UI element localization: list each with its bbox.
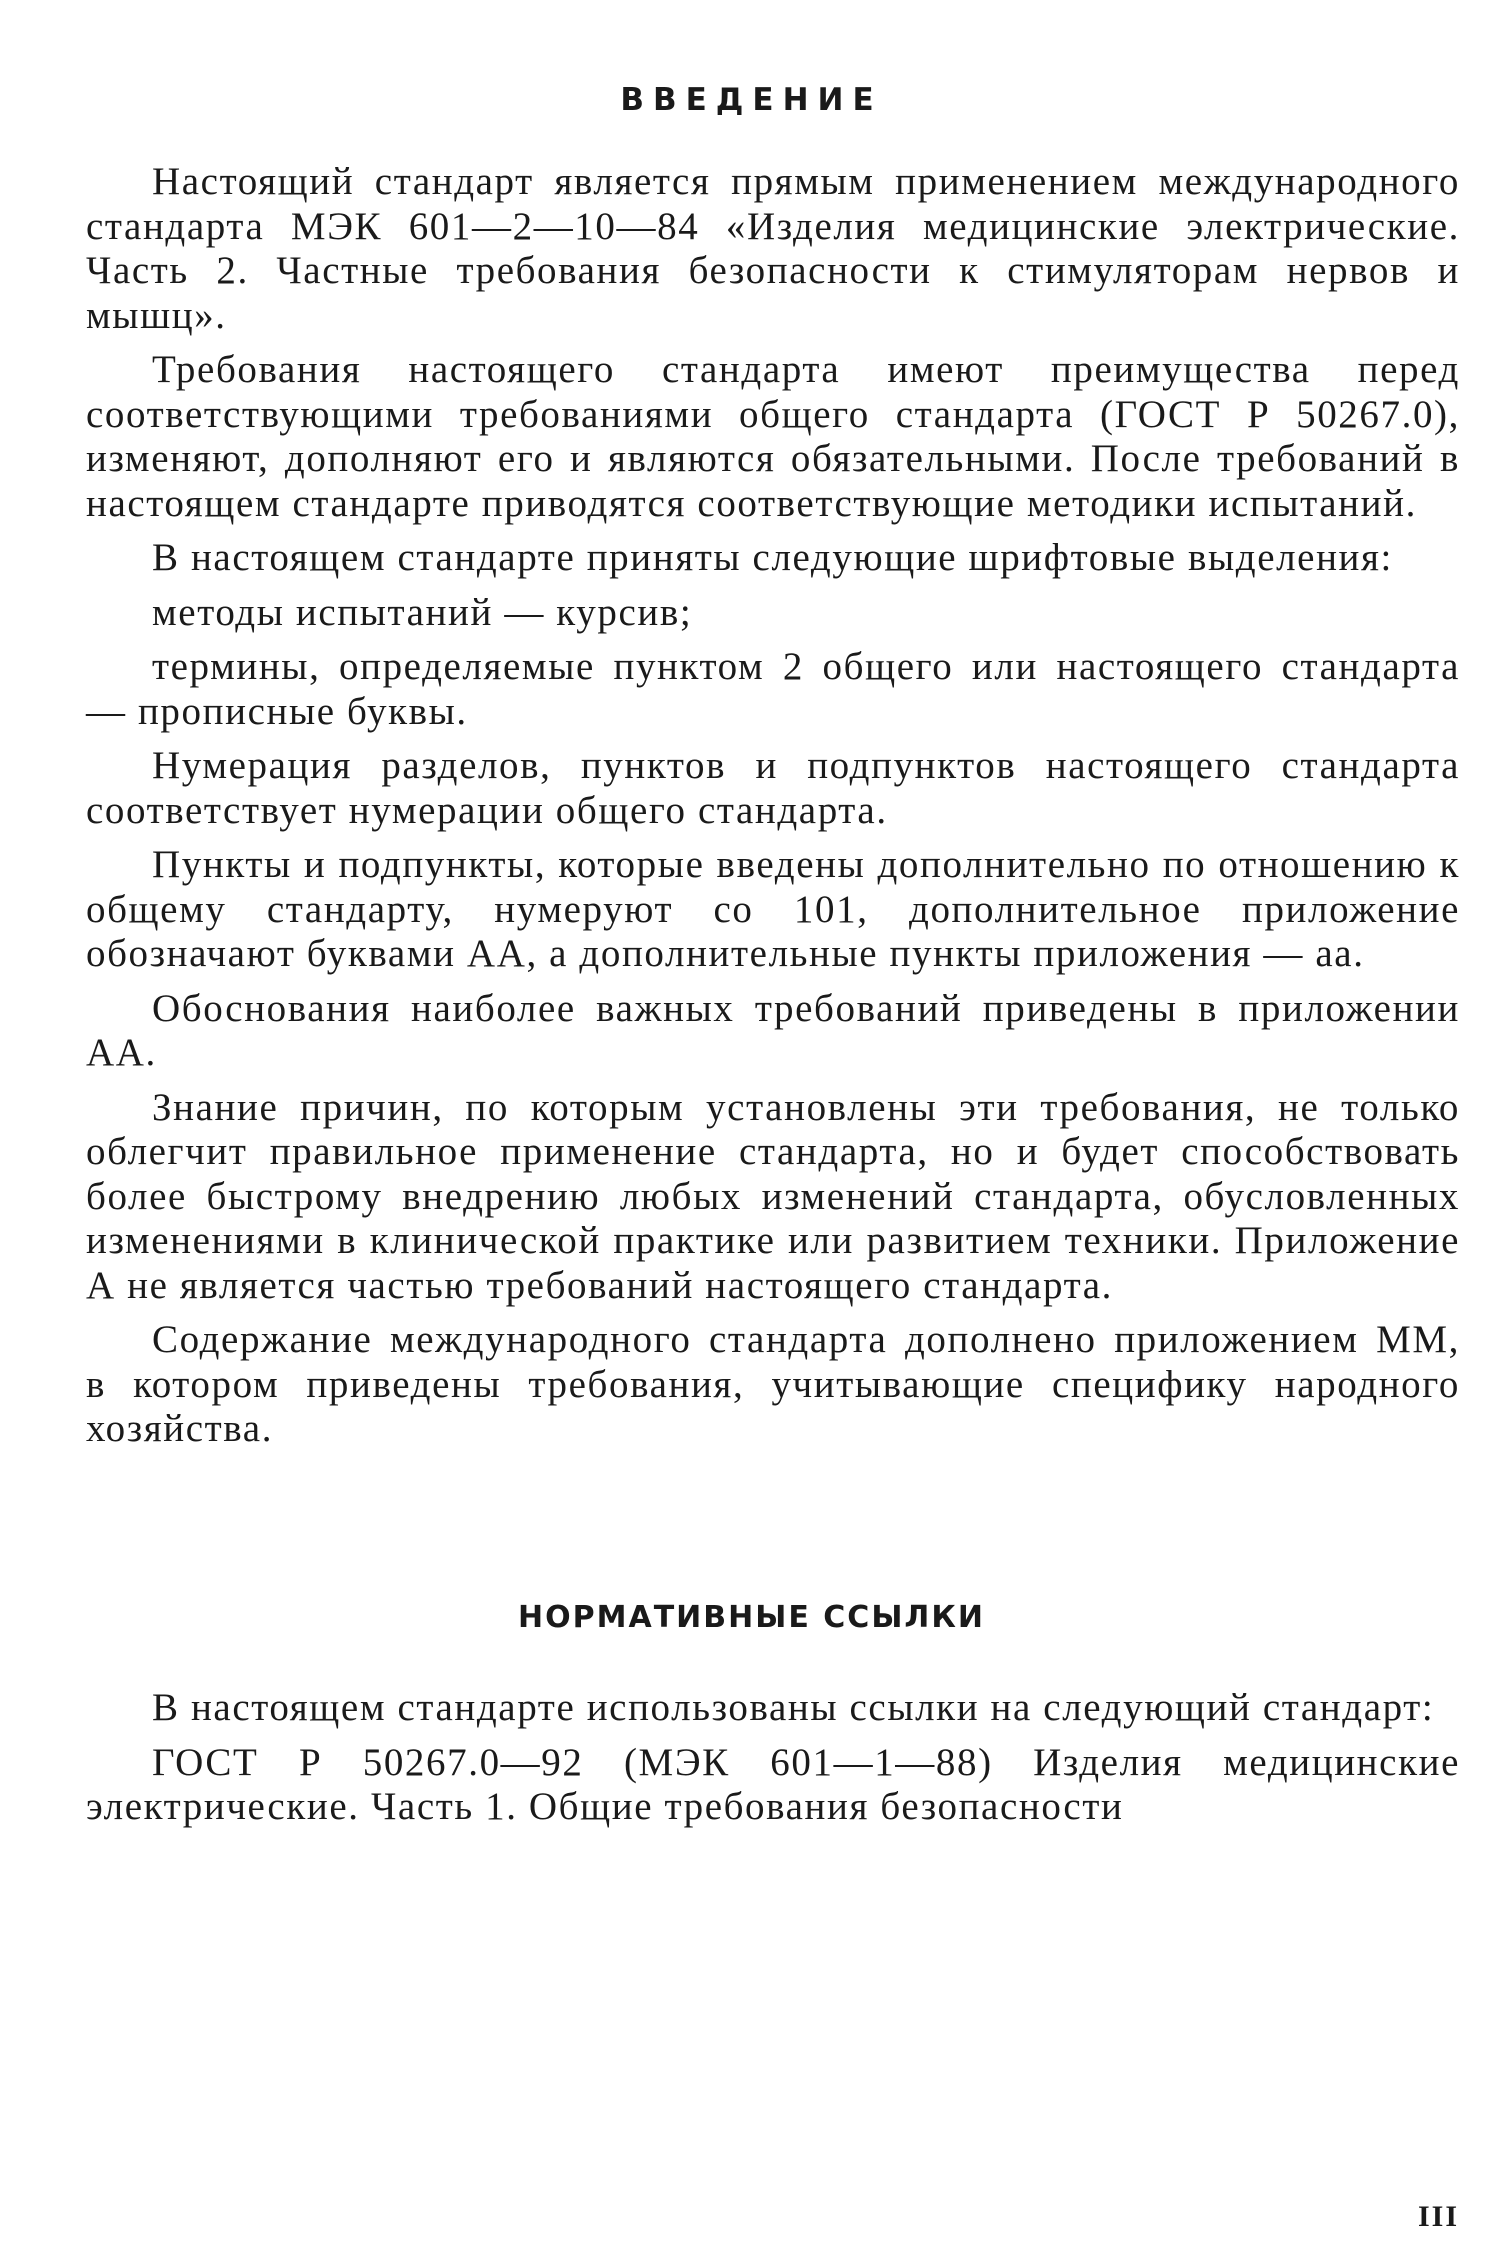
intro-paragraph-2: Требования настоящего стандарта имеют преимущества перед соответствующими требованиями общего стандарта (ГОСТ Р 50267.0), изменяют, дополняют его и являются обязательными. После требований в настоящем стандарте приводятся соответствующие методики испытаний.: [86, 348, 1460, 525]
introduction-heading: ВВЕДЕНИЕ: [620, 82, 883, 118]
introduction-body: [86, 160, 1460, 1452]
intro-paragraph-5: термины, определяемые пунктом 2 общего или настоящего стандарта — прописные буквы.: [86, 645, 1460, 733]
intro-paragraph-8: Обоснования наиболее важных требований приведены в приложении АА.: [86, 986, 1460, 1074]
normative-references-heading: НОРМАТИВНЫЕ ССЫЛКИ: [518, 1600, 985, 1635]
refs-paragraph-1: В настоящем стандарте использованы ссылки на следующий стандарт:: [152, 1686, 1435, 1729]
intro-paragraph-10: Содержание международного стандарта дополнено приложением ММ, в котором приведены требования, учитывающие специфику народного хозяйства.: [86, 1318, 1460, 1450]
intro-paragraph-3: В настоящем стандарте приняты следующие шрифтовые выделения:: [152, 536, 1393, 579]
page-number: III: [1417, 2200, 1459, 2233]
normative-references-body: [86, 1686, 1460, 1830]
intro-paragraph-1: Настоящий стандарт является прямым применением международного стандарта МЭК 601—2—10—84 «Изделия медицинские электрические. Часть 2. Частные требования безопасности к стимуляторам нервов и мышц».: [86, 160, 1460, 337]
intro-paragraph-7: Пункты и подпункты, которые введены дополнительно по отношению к общему стандарту, нумеруют со 101, дополнительное приложение обозначают буквами АА, а дополнительные пункты приложения — аа.: [86, 843, 1460, 975]
intro-paragraph-9: Знание причин, по которым установлены эти требования, не только облегчит правильное применение стандарта, но и будет способствовать более быстрому внедрению любых изменений стандарта, обусловленных изменениями в клинической практике или развитием техники. Приложение А не является частью требований настоящего стандарта.: [86, 1085, 1460, 1307]
refs-paragraph-2: ГОСТ Р 50267.0—92 (МЭК 601—1—88) Изделия медицинские электрические. Часть 1. Общие требования безопасности: [86, 1740, 1460, 1828]
intro-paragraph-6: Нумерация разделов, пунктов и подпунктов настоящего стандарта соответствует нумерации общего стандарта.: [86, 744, 1460, 832]
intro-paragraph-4: методы испытаний — курсив;: [152, 590, 693, 634]
